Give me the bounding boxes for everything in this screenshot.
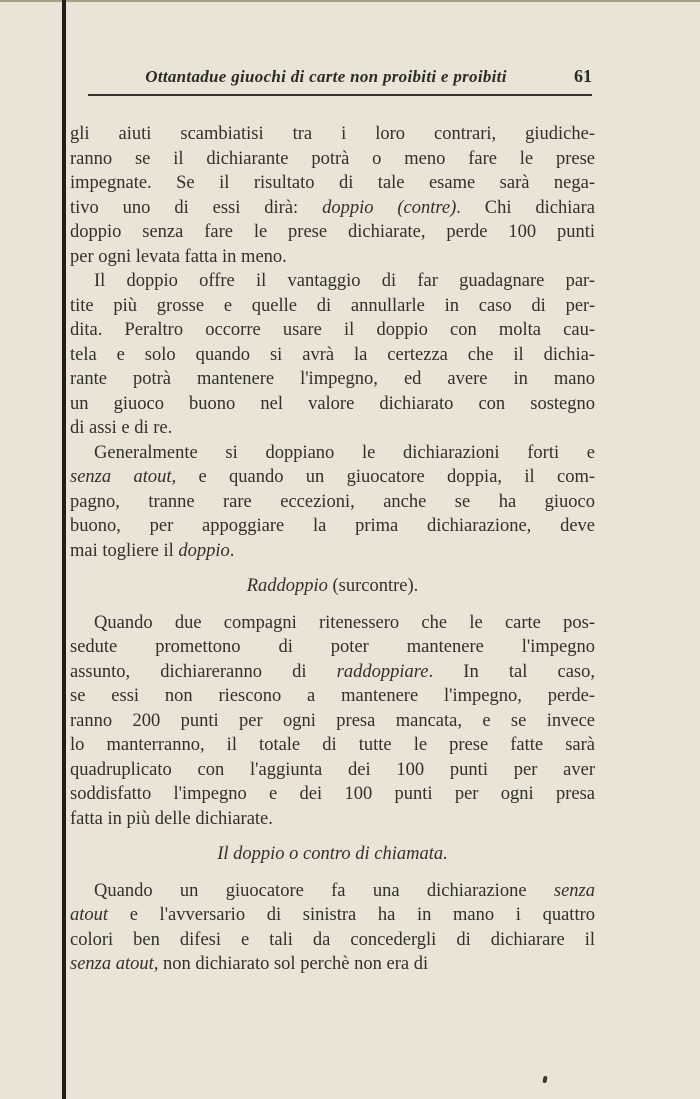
- paragraph: [70, 611, 595, 832]
- header-rule: [88, 94, 592, 96]
- section-heading: [70, 574, 595, 599]
- text-line: fatta in più delle dichiarate.: [70, 808, 273, 829]
- text-line: Raddoppio (surcontre).: [246, 576, 419, 596]
- text-line: se essi non riescono a mantenere l'impegno, perde-: [70, 686, 595, 706]
- paragraph: [70, 879, 595, 977]
- scan-speck: [542, 1076, 547, 1084]
- text-line: ranno se il dichiarante potrà o meno fare le prese: [70, 148, 595, 169]
- text-line: Quando due compagni ritenessero che le carte pos-: [94, 612, 595, 633]
- text-line: senza atout, non dichiarato sol perchè non era di: [70, 954, 429, 974]
- text-line: buono, per appoggiare la prima dichiarazione, deve: [70, 516, 595, 536]
- text-line: di assi e di re.: [70, 418, 173, 438]
- text-line: per ogni levata fatta in meno.: [70, 246, 287, 267]
- text-line: senza atout, e quando un giuocatore doppia, il com-: [70, 467, 596, 487]
- text-line: Quando un giuocatore fa una dichiarazione senza: [94, 880, 595, 901]
- text-line: colori ben difesi e tali da concedergli di dichiarare il: [70, 929, 595, 950]
- text-line: mai togliere il doppio.: [70, 540, 235, 561]
- text-line: sedute promettono di poter mantenere l'impegno: [70, 637, 595, 657]
- text-line: un giuoco buono nel valore dichiarato con sostegno: [70, 393, 595, 414]
- text-line: gli aiuti scambiatisi tra i loro contrari, giudiche-: [70, 124, 595, 144]
- paragraph: [70, 122, 595, 269]
- text-line: assunto, dichiareranno di raddoppiare. In tal caso,: [70, 661, 595, 682]
- page-body: [70, 122, 595, 977]
- scan-top-edge: [0, 0, 700, 2]
- text-line: impegnate. Se il risultato di tale esame sarà nega-: [70, 173, 595, 193]
- paragraph: [70, 269, 595, 441]
- text-line: lo manterranno, il totale di tutte le prese fatte sarà: [70, 735, 595, 755]
- text-line: dita. Peraltro occorre usare il doppio con molta cau-: [70, 320, 595, 340]
- text-line: Il doppio offre il vantaggio di far guadagnare par-: [94, 271, 595, 291]
- text-line: doppio senza fare le prese dichiarate, perde 100 punti: [70, 222, 595, 242]
- page-number: 61: [574, 66, 592, 86]
- text-line: atout e l'avversario di sinistra ha in mano i quattro: [70, 905, 595, 925]
- text-line: tite più grosse e quelle di annullarle in caso di per-: [70, 295, 595, 316]
- text-line: pagno, tranne rare eccezioni, anche se ha giuoco: [70, 491, 595, 512]
- text-line: tela e solo quando si avrà la certezza che il dichia-: [70, 344, 595, 365]
- text-line: Il doppio o contro di chiamata.: [217, 844, 448, 864]
- section-heading: [70, 842, 595, 867]
- binding-line: [62, 0, 66, 1099]
- text-line: Generalmente si doppiano le dichiarazioni forti e: [94, 442, 595, 463]
- text-line: ranno 200 punti per ogni presa mancata, e se invece: [70, 710, 595, 731]
- text-line: rante potrà mantenere l'impegno, ed avere in mano: [70, 369, 595, 389]
- text-line: soddisfatto l'impegno e dei 100 punti per ogni presa: [70, 784, 595, 804]
- paragraph: [70, 441, 595, 564]
- text-line: tivo uno di essi dirà: doppio (contre). Chi dichiara: [70, 197, 595, 218]
- page-header: [88, 66, 592, 87]
- text-line: quadruplicato con l'aggiunta dei 100 punti per aver: [70, 759, 595, 780]
- running-title: Ottantadue giuochi di carte non proibiti e proibiti: [145, 67, 507, 86]
